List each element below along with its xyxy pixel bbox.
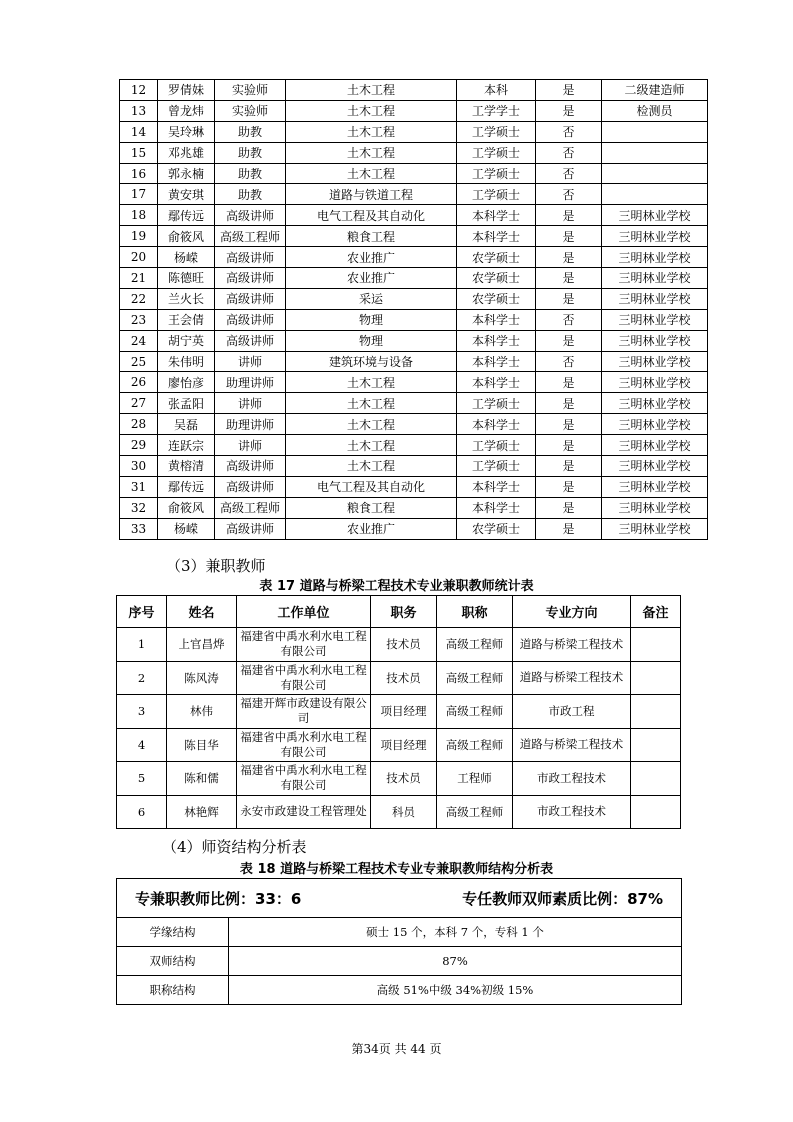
table-row (117, 947, 682, 976)
cell-dual-qualified: 是 (536, 226, 602, 247)
cell-note: 检测员 (602, 100, 708, 121)
cell-remarks (631, 661, 681, 695)
cell-major: 土木工程 (286, 435, 457, 456)
cell-name: 林艳辉 (167, 795, 237, 829)
cell-major: 物理 (286, 330, 457, 351)
cell-index: 20 (120, 247, 158, 268)
table-row (120, 351, 708, 372)
cell-note: 三明林业学校 (602, 268, 708, 289)
row-label: 双师结构 (117, 947, 229, 976)
cell-degree: 农学硕士 (457, 518, 536, 539)
table-row (120, 247, 708, 268)
cell-degree: 本科学士 (457, 372, 536, 393)
table-row (120, 393, 708, 414)
cell-remarks (631, 628, 681, 662)
cell-dual-qualified: 否 (536, 142, 602, 163)
part-time-ratio: 专兼职教师比例：33：6 (135, 889, 302, 908)
cell-index: 17 (120, 184, 158, 205)
cell-employer: 福建省中禹水利水电工程有限公司 (237, 762, 371, 796)
cell-title: 高级讲师 (215, 456, 286, 477)
table-row (120, 309, 708, 330)
cell-employer: 福建省中禹水利水电工程有限公司 (237, 661, 371, 695)
table-row (120, 100, 708, 121)
header-employer: 工作单位 (237, 596, 371, 628)
cell-major: 土木工程 (286, 121, 457, 142)
cell-major: 土木工程 (286, 372, 457, 393)
row-label: 学缘结构 (117, 918, 229, 947)
table-row (120, 372, 708, 393)
cell-index: 32 (120, 497, 158, 518)
cell-title: 高级讲师 (215, 268, 286, 289)
cell-dual-qualified: 是 (536, 518, 602, 539)
cell-degree: 本科学士 (457, 205, 536, 226)
cell-name: 吴玲琳 (158, 121, 215, 142)
cell-title: 高级讲师 (215, 518, 286, 539)
cell-major: 农业推广 (286, 247, 457, 268)
cell-degree: 本科学士 (457, 497, 536, 518)
cell-major: 土木工程 (286, 393, 457, 414)
ratio-row (117, 879, 682, 918)
table-row (117, 661, 681, 695)
cell-note: 三明林业学校 (602, 351, 708, 372)
header-name: 姓名 (167, 596, 237, 628)
cell-specialty: 道路与桥梁工程技术 (513, 661, 631, 695)
cell-note: 三明林业学校 (602, 476, 708, 497)
cell-index: 16 (120, 163, 158, 184)
cell-index: 14 (120, 121, 158, 142)
cell-degree: 本科学士 (457, 351, 536, 372)
cell-specialty: 道路与桥梁工程技术 (513, 628, 631, 662)
cell-position: 技术员 (371, 762, 437, 796)
cell-name: 朱伟明 (158, 351, 215, 372)
cell-name: 陈和儒 (167, 762, 237, 796)
cell-title: 高级讲师 (215, 288, 286, 309)
cell-degree: 本科学士 (457, 476, 536, 497)
cell-specialty: 市政工程技术 (513, 762, 631, 796)
cell-note (602, 142, 708, 163)
cell-name: 吴磊 (158, 414, 215, 435)
cell-title: 讲师 (215, 393, 286, 414)
cell-dual-qualified: 是 (536, 268, 602, 289)
cell-dual-qualified: 是 (536, 372, 602, 393)
cell-title: 高级工程师 (437, 795, 513, 829)
cell-degree: 工学硕士 (457, 456, 536, 477)
cell-name: 廖怡彦 (158, 372, 215, 393)
teacher-table-continued (119, 79, 708, 540)
table-row (117, 976, 682, 1005)
table-row (120, 205, 708, 226)
cell-degree: 工学硕士 (457, 435, 536, 456)
cell-dual-qualified: 是 (536, 205, 602, 226)
cell-title: 讲师 (215, 351, 286, 372)
cell-index: 24 (120, 330, 158, 351)
cell-employer: 永安市政建设工程管理处 (237, 795, 371, 829)
table-row (120, 163, 708, 184)
cell-name: 连跃宗 (158, 435, 215, 456)
cell-degree: 工学硕士 (457, 393, 536, 414)
cell-name: 黄安琪 (158, 184, 215, 205)
table-row (120, 226, 708, 247)
row-label: 职称结构 (117, 976, 229, 1005)
table-row (117, 628, 681, 662)
cell-index: 4 (117, 728, 167, 762)
cell-index: 29 (120, 435, 158, 456)
table17-caption: 表 17 道路与桥梁工程技术专业兼职教师统计表 (259, 579, 534, 594)
cell-index: 23 (120, 309, 158, 330)
cell-title: 高级讲师 (215, 309, 286, 330)
table-row (120, 80, 708, 101)
cell-major: 采运 (286, 288, 457, 309)
table-row (117, 695, 681, 729)
cell-position: 技术员 (371, 628, 437, 662)
cell-title: 高级工程师 (437, 728, 513, 762)
cell-dual-qualified: 是 (536, 476, 602, 497)
cell-name: 杨嵘 (158, 247, 215, 268)
cell-degree: 农学硕士 (457, 288, 536, 309)
table-row (120, 142, 708, 163)
cell-index: 1 (117, 628, 167, 662)
cell-dual-qualified: 否 (536, 309, 602, 330)
cell-title: 高级讲师 (215, 476, 286, 497)
cell-note: 三明林业学校 (602, 497, 708, 518)
cell-dual-qualified: 否 (536, 351, 602, 372)
cell-index: 12 (120, 80, 158, 101)
table-row (120, 414, 708, 435)
table-row (120, 268, 708, 289)
cell-degree: 工学学士 (457, 100, 536, 121)
cell-title: 助理讲师 (215, 414, 286, 435)
cell-dual-qualified: 是 (536, 497, 602, 518)
cell-index: 19 (120, 226, 158, 247)
cell-major: 土木工程 (286, 100, 457, 121)
cell-index: 18 (120, 205, 158, 226)
cell-major: 粮食工程 (286, 497, 457, 518)
table-row (120, 476, 708, 497)
cell-major: 土木工程 (286, 163, 457, 184)
cell-degree: 本科学士 (457, 330, 536, 351)
cell-name: 鄢传远 (158, 476, 215, 497)
cell-dual-qualified: 是 (536, 247, 602, 268)
cell-note: 三明林业学校 (602, 205, 708, 226)
cell-index: 25 (120, 351, 158, 372)
cell-note (602, 121, 708, 142)
cell-index: 30 (120, 456, 158, 477)
table-row (117, 918, 682, 947)
header-index: 序号 (117, 596, 167, 628)
cell-name: 杨嵘 (158, 518, 215, 539)
cell-name: 曾龙炜 (158, 100, 215, 121)
cell-name: 鄢传远 (158, 205, 215, 226)
cell-note: 三明林业学校 (602, 414, 708, 435)
cell-index: 27 (120, 393, 158, 414)
table-row (120, 121, 708, 142)
cell-title: 高级工程师 (437, 628, 513, 662)
cell-name: 王会倩 (158, 309, 215, 330)
cell-title: 高级讲师 (215, 330, 286, 351)
cell-dual-qualified: 是 (536, 456, 602, 477)
cell-major: 粮食工程 (286, 226, 457, 247)
table17-header-row (117, 596, 681, 628)
table-row (117, 728, 681, 762)
cell-note: 三明林业学校 (602, 247, 708, 268)
table-row (120, 518, 708, 539)
cell-dual-qualified: 是 (536, 330, 602, 351)
cell-note: 三明林业学校 (602, 372, 708, 393)
cell-title: 高级工程师 (215, 497, 286, 518)
cell-specialty: 市政工程 (513, 695, 631, 729)
row-value: 高级 51%中级 34%初级 15% (229, 976, 682, 1005)
cell-dual-qualified: 否 (536, 184, 602, 205)
table-row (117, 795, 681, 829)
cell-name: 陈德旺 (158, 268, 215, 289)
row-value: 硕士 15 个，本科 7 个，专科 1 个 (229, 918, 682, 947)
cell-specialty: 市政工程技术 (513, 795, 631, 829)
cell-major: 物理 (286, 309, 457, 330)
cell-title: 高级工程师 (437, 661, 513, 695)
cell-title: 高级讲师 (215, 247, 286, 268)
cell-specialty: 道路与桥梁工程技术 (513, 728, 631, 762)
cell-major: 农业推广 (286, 518, 457, 539)
cell-note: 三明林业学校 (602, 330, 708, 351)
section-heading-structure: （4）师资结构分析表 (162, 838, 307, 856)
cell-dual-qualified: 是 (536, 100, 602, 121)
cell-position: 项目经理 (371, 695, 437, 729)
cell-position: 项目经理 (371, 728, 437, 762)
cell-index: 22 (120, 288, 158, 309)
cell-title: 助教 (215, 142, 286, 163)
table-row (120, 184, 708, 205)
page-footer: 第34页 共 44 页 (351, 1042, 442, 1056)
cell-title: 助教 (215, 184, 286, 205)
header-specialty: 专业方向 (513, 596, 631, 628)
cell-major: 建筑环境与设备 (286, 351, 457, 372)
cell-employer: 福建省中禹水利水电工程有限公司 (237, 628, 371, 662)
cell-title: 高级工程师 (437, 695, 513, 729)
cell-position: 技术员 (371, 661, 437, 695)
cell-name: 胡宁英 (158, 330, 215, 351)
table-row (120, 330, 708, 351)
cell-degree: 本科学士 (457, 414, 536, 435)
cell-name: 兰火长 (158, 288, 215, 309)
cell-remarks (631, 728, 681, 762)
table-row (120, 435, 708, 456)
cell-major: 电气工程及其自动化 (286, 476, 457, 497)
cell-note: 三明林业学校 (602, 393, 708, 414)
cell-major: 土木工程 (286, 414, 457, 435)
cell-major: 土木工程 (286, 456, 457, 477)
faculty-structure-table (116, 878, 682, 1005)
table-row (120, 497, 708, 518)
cell-name: 陈风涛 (167, 661, 237, 695)
cell-name: 上官昌烨 (167, 628, 237, 662)
cell-name: 陈目华 (167, 728, 237, 762)
cell-index: 2 (117, 661, 167, 695)
cell-position: 科员 (371, 795, 437, 829)
cell-employer: 福建开辉市政建设有限公司 (237, 695, 371, 729)
cell-title: 助理讲师 (215, 372, 286, 393)
cell-note: 三明林业学校 (602, 518, 708, 539)
cell-name: 俞筱风 (158, 226, 215, 247)
cell-note (602, 163, 708, 184)
cell-index: 31 (120, 476, 158, 497)
cell-title: 工程师 (437, 762, 513, 796)
cell-remarks (631, 695, 681, 729)
part-time-teacher-table (116, 595, 681, 829)
cell-major: 电气工程及其自动化 (286, 205, 457, 226)
section-heading-part-time: （3）兼职教师 (166, 557, 266, 575)
header-remarks: 备注 (631, 596, 681, 628)
cell-dual-qualified: 是 (536, 393, 602, 414)
cell-dual-qualified: 是 (536, 435, 602, 456)
cell-title: 助教 (215, 121, 286, 142)
cell-remarks (631, 795, 681, 829)
cell-major: 土木工程 (286, 142, 457, 163)
cell-note: 三明林业学校 (602, 288, 708, 309)
cell-name: 邓兆雄 (158, 142, 215, 163)
cell-note (602, 184, 708, 205)
ratio-cell (117, 879, 682, 918)
cell-degree: 农学硕士 (457, 268, 536, 289)
cell-major: 道路与铁道工程 (286, 184, 457, 205)
table-row (117, 762, 681, 796)
cell-index: 28 (120, 414, 158, 435)
cell-degree: 工学硕士 (457, 163, 536, 184)
cell-index: 13 (120, 100, 158, 121)
cell-degree: 本科学士 (457, 226, 536, 247)
cell-major: 土木工程 (286, 80, 457, 101)
cell-name: 林伟 (167, 695, 237, 729)
cell-remarks (631, 762, 681, 796)
cell-index: 6 (117, 795, 167, 829)
cell-dual-qualified: 否 (536, 163, 602, 184)
cell-index: 5 (117, 762, 167, 796)
cell-title: 讲师 (215, 435, 286, 456)
table18-caption: 表 18 道路与桥梁工程技术专业专兼职教师结构分析表 (239, 862, 554, 877)
cell-degree: 工学硕士 (457, 142, 536, 163)
cell-index: 33 (120, 518, 158, 539)
cell-dual-qualified: 是 (536, 414, 602, 435)
cell-employer: 福建省中禹水利水电工程有限公司 (237, 728, 371, 762)
cell-degree: 本科学士 (457, 309, 536, 330)
cell-degree: 农学硕士 (457, 247, 536, 268)
cell-title: 高级工程师 (215, 226, 286, 247)
dual-qualified-ratio: 专任教师双师素质比例：87% (462, 889, 663, 908)
cell-name: 黄榕清 (158, 456, 215, 477)
cell-title: 助教 (215, 163, 286, 184)
table-row (120, 456, 708, 477)
header-title: 职称 (437, 596, 513, 628)
cell-title: 高级讲师 (215, 205, 286, 226)
row-value: 87% (229, 947, 682, 976)
cell-degree: 工学硕士 (457, 121, 536, 142)
cell-index: 3 (117, 695, 167, 729)
cell-dual-qualified: 是 (536, 288, 602, 309)
table-row (120, 288, 708, 309)
cell-name: 罗倩妹 (158, 80, 215, 101)
cell-degree: 本科 (457, 80, 536, 101)
cell-index: 15 (120, 142, 158, 163)
cell-note: 二级建造师 (602, 80, 708, 101)
cell-title: 实验师 (215, 80, 286, 101)
header-position: 职务 (371, 596, 437, 628)
cell-name: 俞筱风 (158, 497, 215, 518)
cell-major: 农业推广 (286, 268, 457, 289)
cell-index: 21 (120, 268, 158, 289)
cell-note: 三明林业学校 (602, 435, 708, 456)
cell-dual-qualified: 否 (536, 121, 602, 142)
cell-dual-qualified: 是 (536, 80, 602, 101)
cell-name: 张孟阳 (158, 393, 215, 414)
cell-title: 实验师 (215, 100, 286, 121)
cell-degree: 工学硕士 (457, 184, 536, 205)
cell-index: 26 (120, 372, 158, 393)
cell-note: 三明林业学校 (602, 309, 708, 330)
cell-note: 三明林业学校 (602, 456, 708, 477)
cell-note: 三明林业学校 (602, 226, 708, 247)
cell-name: 郭永楠 (158, 163, 215, 184)
